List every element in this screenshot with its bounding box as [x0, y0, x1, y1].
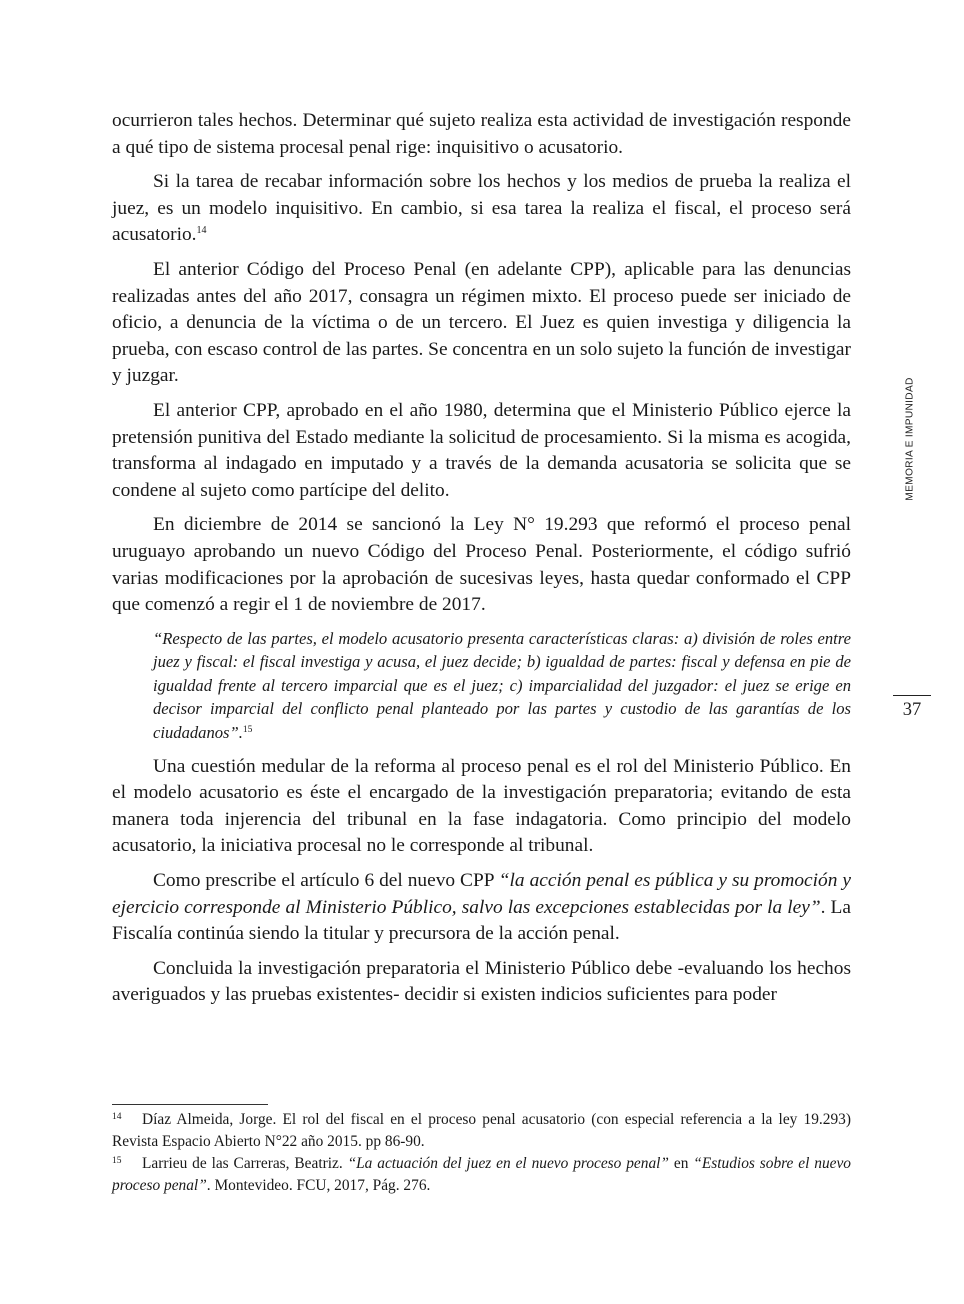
paragraph-2-text: Si la tarea de recabar información sobre los hechos y los medios de prueba la realiza el juez, es un modelo inquisitivo. En cambio, si esa tarea la realiza el fiscal, el proceso será acusatorio.	[112, 171, 851, 246]
paragraph-6	[112, 754, 851, 860]
paragraph-5	[112, 512, 851, 618]
footnote-ref-15[interactable]: 15	[242, 725, 253, 736]
block-quote-text: “Respecto de las partes, el modelo acusatorio presenta características claras: a) división de roles entre juez y fiscal: el fiscal investiga y acusa, el juez decide; b) igualdad de partes: fiscal y defensa en pie de igualdad frente al tercero imparcial que es el juez; c) imparcialidad del juzgador: el juez se erige en decisor imparcial del conflicto penal planteado por las partes y custodio de las garantías de los ciudadanos”.	[153, 628, 851, 743]
paragraph-6-text: Una cuestión medular de la reforma al proceso penal es el rol del Ministerio Público. En el modelo acusatorio es éste el encargado de la investigación preparatoria; evitando de esta manera toda injerencia del tribunal en la fase indagatoria. Como principio del modelo acusatorio, la iniciativa procesal no le corresponde al tribunal.	[112, 755, 851, 857]
footnotes	[112, 1109, 851, 1197]
paragraph-2	[112, 169, 851, 249]
body-text	[112, 108, 851, 1017]
paragraph-1	[112, 108, 851, 161]
paragraph-1-text: ocurrieron tales hechos. Determinar qué sujeto realiza esta actividad de investigación responde a qué tipo de sistema procesal penal rige: inquisitivo o acusatorio.	[112, 110, 851, 158]
side-label-text: MEMORIA E IMPUNIDAD	[904, 377, 916, 501]
paragraph-3-text: El anterior Código del Proceso Penal (en adelante CPP), aplicable para las denuncias realizadas antes del año 2017, consagra un régimen mixto. El proceso puede ser iniciado de oficio, a denuncia de la víctima o de un tercero. El Juez es quien investiga y diligencia la prueba, con escaso control de las partes. Se concentra en un solo sujeto la función de investigar y juzgar.	[112, 258, 851, 387]
footnote-15-book-title: “Estudios sobre el nuevo proceso penal”	[112, 1155, 851, 1194]
paragraph-7-tail: . La Fiscalía continúa siendo la titular y precursora de la acción penal.	[112, 896, 851, 945]
footnote-separator	[112, 1104, 268, 1105]
footnote-15-author: Larrieu de las Carreras, Beatriz.	[142, 1155, 348, 1172]
paragraph-8-text: Concluida la investigación preparatoria el Ministerio Público debe -evaluando los hechos averiguados y las pruebas existentes- decidir si existen indicios suficientes para poder	[112, 957, 851, 1006]
paragraph-7-lead: Como prescribe el artículo 6 del nuevo CPP	[153, 870, 499, 892]
paragraph-7-citation: “la acción penal es pública y su promoción y ejercicio corresponde al Ministerio Público, salvo las excepciones establecidas por la ley”	[112, 870, 851, 918]
paragraph-5-text: En diciembre de 2014 se sancionó la Ley N° 19.293 que reformó el proceso penal uruguayo aprobando un nuevo Código del Proceso Penal. Posteriormente, el código sufrió varias modificaciones por la aprobación de sucesivas leyes, hasta quedar conformado el CPP que comenzó a regir el 1 de noviembre de 2017.	[112, 514, 851, 616]
block-quote	[153, 627, 851, 745]
paragraph-3	[112, 257, 851, 390]
paragraph-4-text: El anterior CPP, aprobado en el año 1980, determina que el Ministerio Público ejerce la pretensión punitiva del Estado mediante la solicitud de procesamiento. Si la misma es acogida, transforma al indagado en imputado y a través de la demanda acusatoria se solicita que se condene al sujeto como partícipe del delito.	[112, 399, 851, 501]
footnote-15: 15 Larrieu de las Carreras, Beatriz. “La actuación del juez en el nuevo proceso penal” en “Estudios sobre el nuevo proceso penal”. Montevideo. FCU, 2017, Pág. 276.	[112, 1155, 851, 1194]
footnote-ref-14[interactable]: 14	[196, 225, 207, 237]
footnote-15-article-title: “La actuación del juez en el nuevo proceso penal”	[347, 1155, 669, 1172]
page-number-rule	[893, 695, 931, 696]
footnote-15-publication: . Montevideo. FCU, 2017, Pág. 276.	[206, 1177, 431, 1194]
footnote-14: 14 Díaz Almeida, Jorge. El rol del fiscal en el proceso penal acusatorio (con especial referencia a la ley 19.293) Revista Espacio Abierto N°22 año 2015. pp 86-90.	[112, 1111, 851, 1150]
paragraph-4	[112, 398, 851, 504]
page-number: 37	[902, 700, 922, 720]
footnote-14-text: Díaz Almeida, Jorge. El rol del fiscal en el proceso penal acusatorio (con especial referencia a la ley 19.293) Revista Espacio Abierto N°22 año 2015. pp 86-90.	[112, 1111, 851, 1150]
paragraph-8	[112, 956, 851, 1009]
running-side-label	[902, 368, 918, 510]
paragraph-7	[112, 868, 851, 948]
footnote-15-connector: en	[669, 1155, 694, 1172]
